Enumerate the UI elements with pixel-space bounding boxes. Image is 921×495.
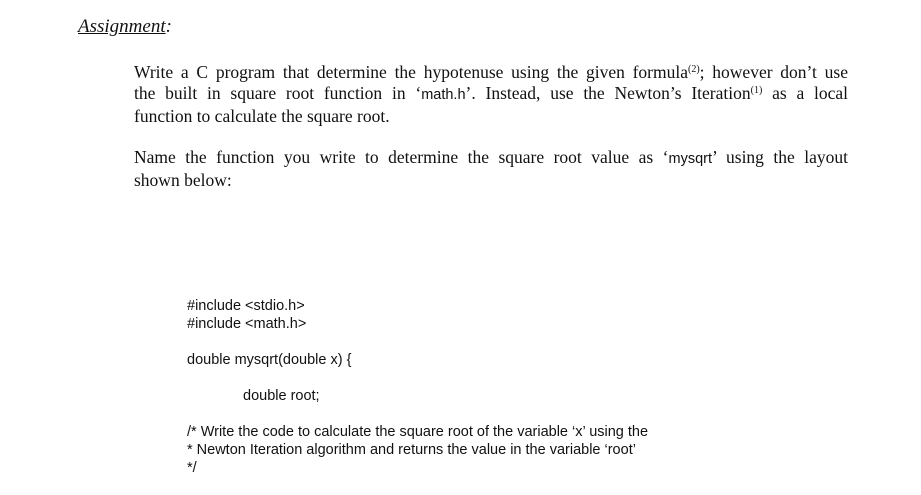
instruction-paragraph: [134, 62, 848, 127]
instruction-line-3: function to calculate the square root.: [134, 106, 390, 126]
instruction-line-2: [134, 83, 848, 106]
naming-line-2: shown below:: [134, 170, 232, 190]
naming-text: ’ using the layout: [712, 147, 848, 167]
instruction-line-1: [134, 62, 848, 83]
instruction-text: ’. Instead, use the Newton’s Iteration: [465, 83, 751, 103]
footnote-ref-1: (1): [750, 85, 763, 96]
naming-paragraph: [134, 147, 848, 191]
naming-text: Name the function you write to determine the square root value as ‘: [134, 147, 669, 167]
instruction-text: as a local: [762, 83, 848, 103]
code-comment-line-3: */: [187, 460, 197, 476]
footnote-ref-2: (2): [688, 64, 700, 75]
code-function-signature: double mysqrt(double x) {: [187, 352, 352, 368]
instruction-text: Write a C program that determine the hypotenuse using the given formula: [134, 62, 688, 82]
heading-colon: :: [165, 16, 172, 37]
instruction-text: the built in square root function in ‘: [134, 83, 422, 103]
assignment-heading: [78, 15, 172, 39]
code-comment-line-1: /* Write the code to calculate the square root of the variable ‘x’ using the: [187, 424, 649, 440]
code-variable-declaration: double root;: [243, 388, 320, 404]
code-include-math: #include <math.h>: [187, 316, 307, 332]
naming-line-1: [134, 147, 848, 170]
code-comment-line-2: * Newton Iteration algorithm and returns the value in the variable ‘root’: [187, 442, 636, 458]
heading-word: Assignment: [78, 16, 166, 37]
header-file-name: math.h: [421, 87, 466, 103]
code-include-stdio: #include <stdio.h>: [187, 298, 305, 314]
instruction-text: ; however don’t use: [699, 62, 848, 82]
function-name: mysqrt: [668, 151, 712, 167]
